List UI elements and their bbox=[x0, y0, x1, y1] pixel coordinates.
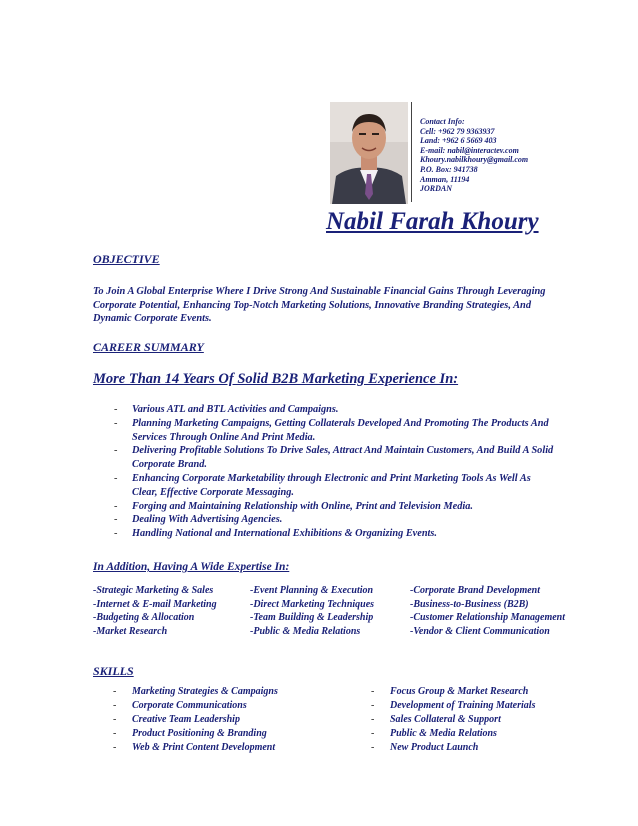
dash-bullet-icon: - bbox=[371, 727, 375, 739]
contact-email-alt[interactable]: Khoury.nabilkhoury@gmail.com bbox=[420, 155, 529, 165]
dash-bullet-icon: - bbox=[371, 699, 375, 711]
skill-item: - Sales Collateral & Support bbox=[371, 713, 501, 725]
profile-photo bbox=[330, 102, 408, 204]
contact-cell: Cell: +962 79 9363937 bbox=[420, 126, 495, 136]
expertise-column-1 bbox=[93, 584, 217, 638]
contact-info bbox=[420, 117, 528, 194]
objective-text: To Join A Global Enterprise Where I Drive Strong And Sustainable Financial Gains Through Leveraging Corporate Potential, Enhancing Top-Notch Marketing Solutions, Innovative Branding Strategies, And Dynamic Corporate Events. bbox=[93, 286, 546, 325]
career-item: - Forging and Maintaining Relationship with Online, Print and Television Media. bbox=[114, 500, 473, 512]
career-list bbox=[114, 403, 554, 541]
skill-item: - Focus Group & Market Research bbox=[371, 686, 529, 697]
expertise-item: -Direct Marketing Techniques bbox=[250, 598, 375, 610]
skill-item: - Product Positioning & Branding bbox=[113, 727, 267, 739]
dash-bullet-icon: - bbox=[114, 500, 118, 512]
skill-item: - Web & Print Content Development bbox=[113, 741, 276, 753]
dash-bullet-icon: - bbox=[114, 472, 118, 484]
contact-land: Land: +962 6 5669 403 bbox=[420, 136, 497, 146]
skill-item: - Marketing Strategies & Campaigns bbox=[113, 686, 278, 697]
career-item: - Dealing With Advertising Agencies. bbox=[114, 514, 283, 526]
contact-country: JORDAN bbox=[420, 184, 453, 194]
dash-bullet-icon: - bbox=[114, 445, 118, 457]
expertise-item: -Customer Relationship Management bbox=[410, 612, 566, 624]
expertise-item: -Vendor & Client Communication bbox=[410, 625, 550, 637]
career-item: - Various ATL and BTL Activities and Campaigns. bbox=[114, 404, 339, 415]
expertise-column-3 bbox=[410, 584, 565, 638]
dash-bullet-icon: - bbox=[114, 514, 118, 526]
expertise-item: -Public & Media Relations bbox=[250, 625, 361, 637]
expertise-heading: In Addition, Having A Wide Expertise In: bbox=[93, 561, 290, 573]
dash-bullet-icon: - bbox=[113, 741, 117, 753]
objective-heading: OBJECTIVE bbox=[93, 252, 160, 266]
skill-item: - Corporate Communications bbox=[113, 699, 247, 711]
skills-heading: SKILLS bbox=[93, 664, 134, 678]
contact-po-box: P.O. Box: 941738 bbox=[420, 164, 478, 174]
dash-bullet-icon: - bbox=[113, 727, 117, 739]
skill-item: - Development of Training Materials bbox=[371, 699, 536, 711]
contact-heading: Contact Info: bbox=[420, 117, 465, 126]
dash-bullet-icon: - bbox=[113, 713, 117, 725]
career-headline: More Than 14 Years Of Solid B2B Marketing Experience In: bbox=[93, 371, 459, 387]
expertise-item: -Budgeting & Allocation bbox=[93, 612, 195, 624]
dash-bullet-icon: - bbox=[371, 741, 375, 753]
expertise-item: -Internet & E-mail Marketing bbox=[93, 598, 217, 610]
candidate-name: Nabil Farah Khoury bbox=[326, 208, 539, 235]
dash-bullet-icon: - bbox=[114, 528, 118, 540]
dash-bullet-icon: - bbox=[371, 713, 375, 725]
expertise-item: -Market Research bbox=[93, 625, 168, 637]
portrait-image bbox=[330, 102, 408, 204]
career-item: - Planning Marketing Campaigns, Getting Collaterals Developed And Promoting The Products And Services Through Online And Print Media. bbox=[114, 417, 549, 443]
contact-email[interactable]: E-mail: nabil@interactev.com bbox=[420, 145, 519, 155]
skills-column-left bbox=[113, 685, 353, 755]
dash-bullet-icon: - bbox=[113, 699, 117, 711]
header-divider bbox=[411, 102, 412, 202]
expertise-item: -Corporate Brand Development bbox=[410, 585, 540, 596]
dash-bullet-icon: - bbox=[114, 417, 118, 429]
expertise-item: -Event Planning & Execution bbox=[250, 585, 374, 596]
skill-item: - Creative Team Leadership bbox=[113, 713, 240, 725]
skill-item: - New Product Launch bbox=[371, 741, 479, 753]
skill-item: - Public & Media Relations bbox=[371, 727, 497, 739]
expertise-item: -Team Building & Leadership bbox=[250, 612, 374, 624]
dash-bullet-icon: - bbox=[113, 686, 117, 697]
career-item: - Enhancing Corporate Marketability through Electronic and Print Marketing Tools As Well As Clear, Effective Corporate Messaging. bbox=[114, 472, 531, 498]
career-summary-heading: CAREER SUMMARY bbox=[93, 340, 204, 354]
career-item: - Delivering Profitable Solutions To Drive Sales, Attract And Maintain Customers, And Build A Solid Corporate Brand. bbox=[114, 445, 554, 471]
expertise-column-2 bbox=[250, 584, 374, 638]
dash-bullet-icon: - bbox=[371, 686, 375, 697]
skills-column-right bbox=[371, 685, 611, 755]
expertise-item: -Business-to-Business (B2B) bbox=[410, 598, 529, 610]
expertise-item: -Strategic Marketing & Sales bbox=[93, 585, 214, 596]
career-item: - Handling National and International Exhibitions & Organizing Events. bbox=[114, 528, 437, 540]
contact-city: Amman, 11194 bbox=[420, 174, 470, 184]
dash-bullet-icon: - bbox=[114, 404, 118, 415]
